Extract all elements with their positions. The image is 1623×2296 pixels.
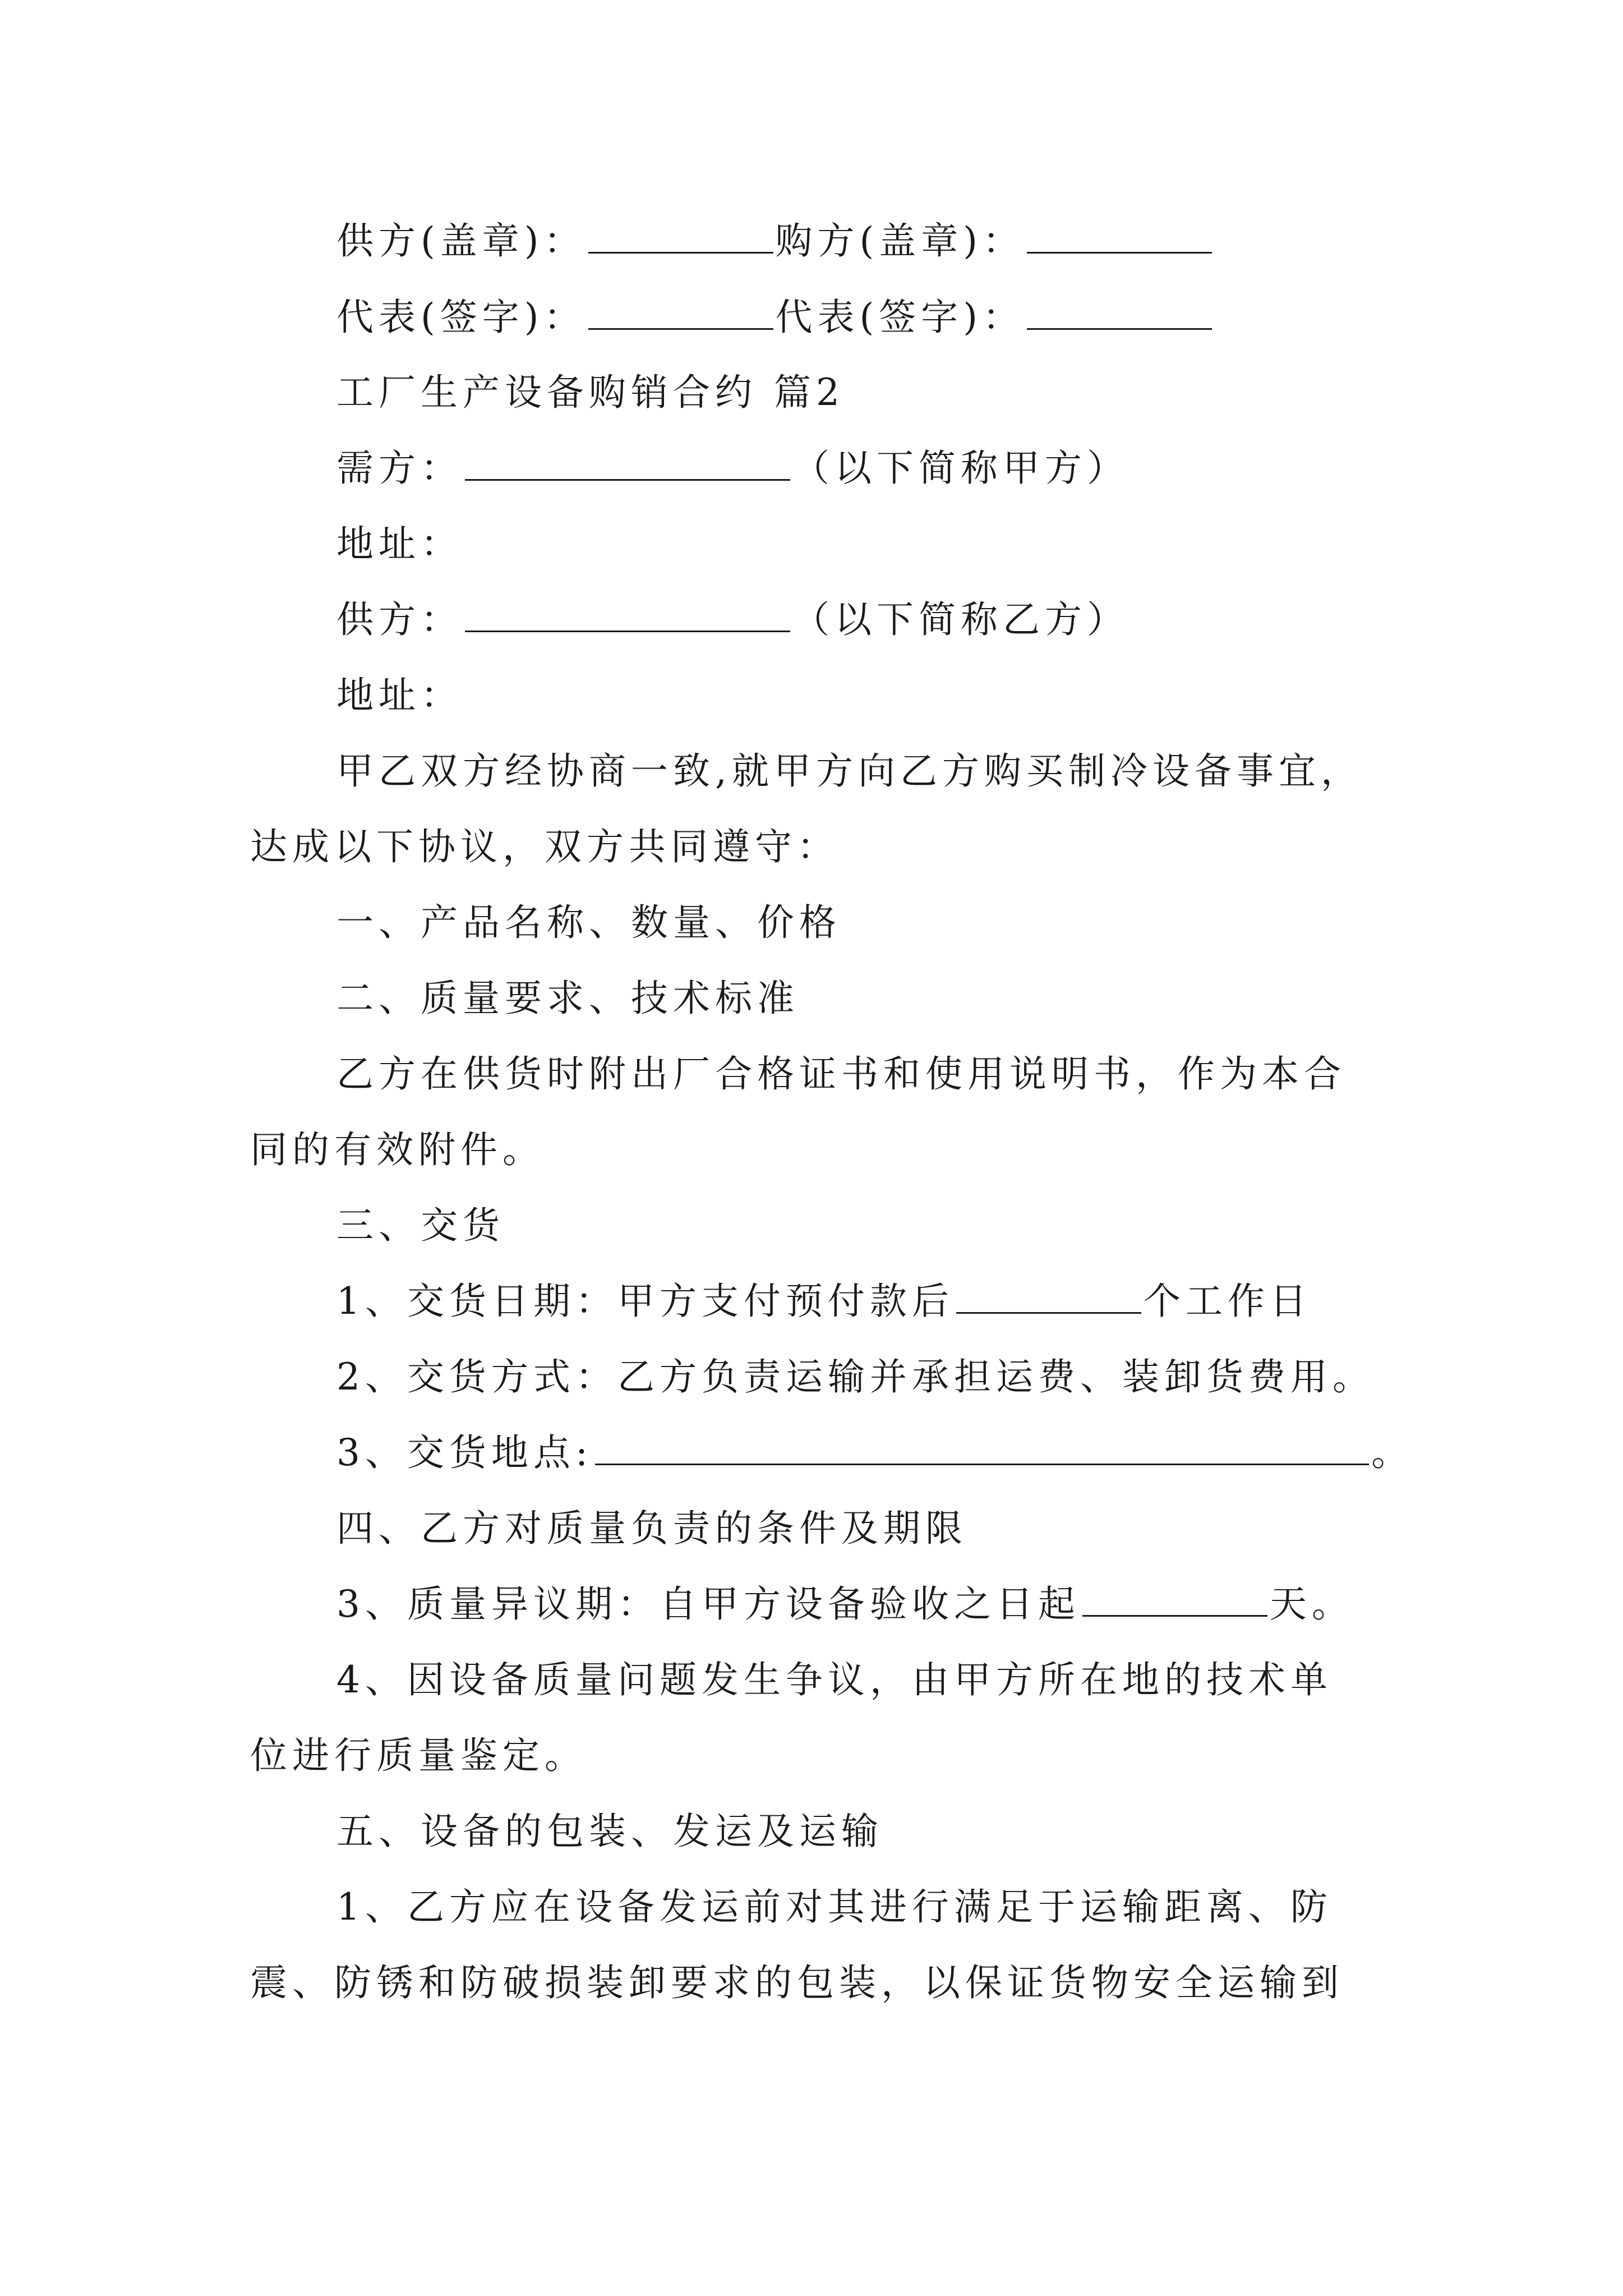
- objection-period-suffix: 天。: [1270, 1582, 1354, 1626]
- delivery-method-line: 2、交货方式：乙方负责运输并承担运费、装卸货费用。: [336, 1355, 1375, 1398]
- objection-days-blank: [1082, 1581, 1267, 1617]
- demander-address: 地址：: [336, 522, 463, 565]
- delivery-place-end: 。: [1371, 1431, 1414, 1474]
- demander-label: 需方：: [336, 447, 463, 490]
- delivery-days-blank: [956, 1278, 1141, 1314]
- objection-period-text: 3、质量异议期：自甲方设备验收之日起: [336, 1582, 1080, 1626]
- dispute-paragraph-line-1: 4、因设备质量问题发生争议，由甲方所在地的技术单: [336, 1658, 1332, 1701]
- buyer-seal-label: 购方(盖章)：: [775, 219, 1025, 263]
- quality-paragraph-line-2: 同的有效附件。: [250, 1128, 545, 1171]
- demander-note: （以下简称甲方）: [792, 447, 1129, 490]
- supplier-note: （以下简称乙方）: [792, 598, 1129, 641]
- supplier-line: [336, 595, 1129, 645]
- buyer-rep-label: 代表(签字)：: [775, 296, 1025, 339]
- delivery-place-line: [336, 1428, 1413, 1478]
- delivery-place-text: 3、交货地点:: [336, 1431, 593, 1474]
- section-heading-5: 五、设备的包装、发运及运输: [336, 1810, 883, 1853]
- intro-paragraph-line-2: 达成以下协议，双方共同遵守：: [250, 825, 839, 868]
- supplier-label: 供方：: [336, 598, 463, 641]
- dispute-paragraph-line-2: 位进行质量鉴定。: [250, 1734, 587, 1777]
- delivery-date-line: [336, 1276, 1312, 1327]
- supplier-seal-label: 供方(盖章)：: [336, 219, 586, 263]
- supplier-blank: [465, 597, 790, 632]
- objection-period-line: [336, 1579, 1354, 1630]
- buyer-seal-blank: [1027, 218, 1212, 254]
- delivery-date-suffix: 个工作日: [1144, 1280, 1312, 1323]
- section-heading-3: 三、交货: [336, 1204, 505, 1247]
- demander-line: [336, 443, 1129, 494]
- supplier-seal-line: [336, 216, 1214, 266]
- quality-paragraph-line-1: 乙方在供货时附出厂合格证书和使用说明书，作为本合: [336, 1052, 1346, 1096]
- delivery-date-text: 1、交货日期：甲方支付预付款后: [336, 1280, 954, 1323]
- intro-paragraph-line-1: 甲乙双方经协商一致,就甲方向乙方购买制冷设备事宜，: [336, 749, 1363, 793]
- section-heading-2: 二、质量要求、技术标准: [336, 977, 799, 1020]
- section-heading-4: 四、乙方对质量负责的条件及期限: [336, 1507, 967, 1550]
- packaging-paragraph-line-1: 1、乙方应在设备发运前对其进行满足于运输距离、防: [336, 1885, 1332, 1929]
- representative-line: [336, 292, 1214, 343]
- demander-blank: [465, 445, 790, 481]
- packaging-paragraph-line-2: 震、防锈和防破损装卸要求的包装，以保证货物安全运输到: [250, 1961, 1344, 2004]
- supplier-rep-label: 代表(签字)：: [336, 296, 586, 339]
- supplier-rep-blank: [588, 295, 773, 330]
- contract-title: 工厂生产设备购销合约 篇2: [336, 371, 845, 414]
- delivery-place-blank: [595, 1430, 1369, 1465]
- section-heading-1: 一、产品名称、数量、价格: [336, 901, 841, 944]
- buyer-rep-blank: [1027, 295, 1212, 330]
- supplier-seal-blank: [588, 218, 773, 254]
- supplier-address: 地址：: [336, 674, 463, 717]
